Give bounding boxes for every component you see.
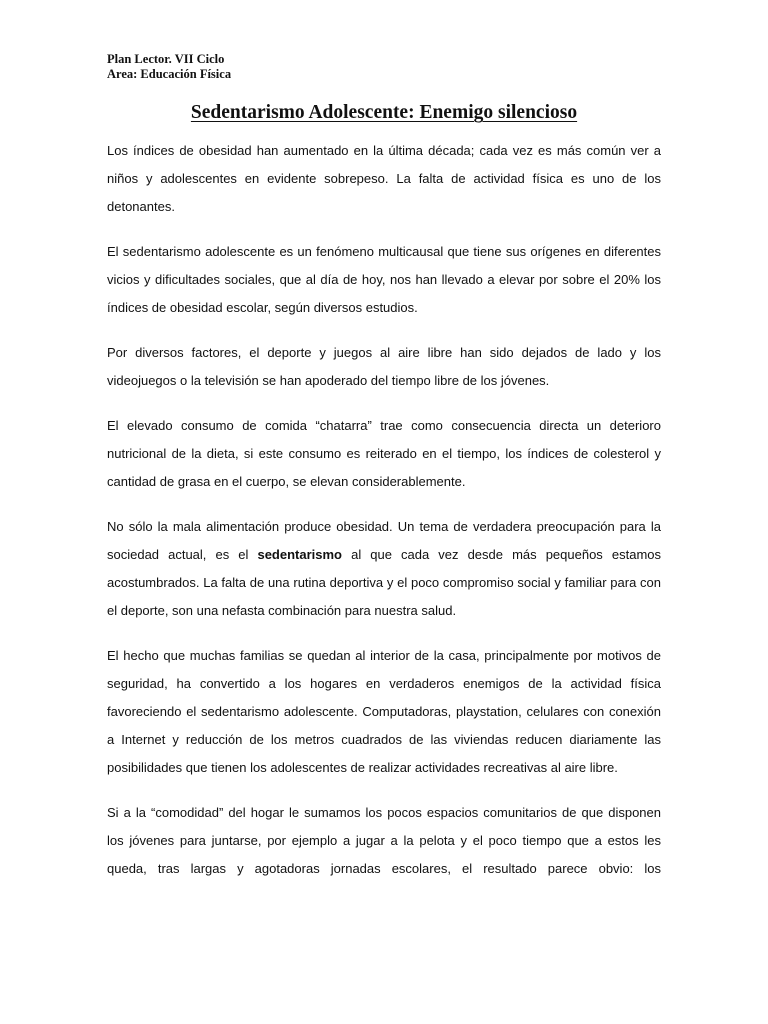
paragraph-7: Si a la “comodidad” del hogar le sumamos los pocos espacios comunitarios de que disponen los jóvenes para juntarse, por ejemplo a jugar a la pelota y el poco tiempo que a estos les queda, tras largas y agotadoras jornadas escolares, el resultado parece obvio: los xyxy=(107,805,661,876)
document-header xyxy=(107,52,231,82)
document-title: Sedentarismo Adolescente: Enemigo silencioso xyxy=(190,102,578,123)
header-area: Area: Educación Física xyxy=(107,67,232,81)
paragraph-6: El hecho que muchas familias se quedan al interior de la casa, principalmente por motivos de seguridad, ha convertido a los hogares en verdaderos enemigos de la actividad física favoreciendo el sedentarismo adolescente. Computadoras, playstation, celulares con conexión a Internet y reducción de los metros cuadrados de las viviendas reducen diariamente las posibilidades que tienen los adolescentes de realizar actividades recreativas al aire libre. xyxy=(107,648,661,775)
paragraph-1: Los índices de obesidad han aumentado en la última década; cada vez es más común ver a niños y adolescentes en evidente sobrepeso. La falta de actividad física es uno de los detonantes. xyxy=(107,143,661,214)
paragraph-5-text-before: No sólo la mala alimentación produce obesidad. Un tema de verdadera preocupación para la sociedad actual, es el xyxy=(107,519,661,562)
paragraph-2: El sedentarismo adolescente es un fenómeno multicausal que tiene sus orígenes en diferentes vicios y dificultades sociales, que al día de hoy, nos han llevado a elevar por sobre el 20% los índices de obesidad escolar, según diversos estudios. xyxy=(107,244,661,315)
document-body xyxy=(107,137,661,900)
paragraph-4: El elevado consumo de comida “chatarra” trae como consecuencia directa un deterioro nutricional de la dieta, si este consumo es reiterado en el tiempo, los índices de colesterol y cantidad de grasa en el cuerpo, se elevan considerablemente. xyxy=(107,418,661,489)
paragraph-5 xyxy=(107,513,661,625)
paragraph-5-text-after: al que cada vez desde más pequeños estamos acostumbrados. La falta de una rutina deportiva y el poco compromiso social y familiar para con el deporte, son una nefasta combinación para nuestra salud. xyxy=(107,547,662,618)
paragraph-3: Por diversos factores, el deporte y juegos al aire libre han sido dejados de lado y los videojuegos o la televisión se han apoderado del tiempo libre de los jóvenes. xyxy=(107,345,661,388)
paragraph-5-bold-term: sedentarismo xyxy=(257,547,343,562)
header-plan-lector: Plan Lector. VII Ciclo xyxy=(107,52,225,66)
